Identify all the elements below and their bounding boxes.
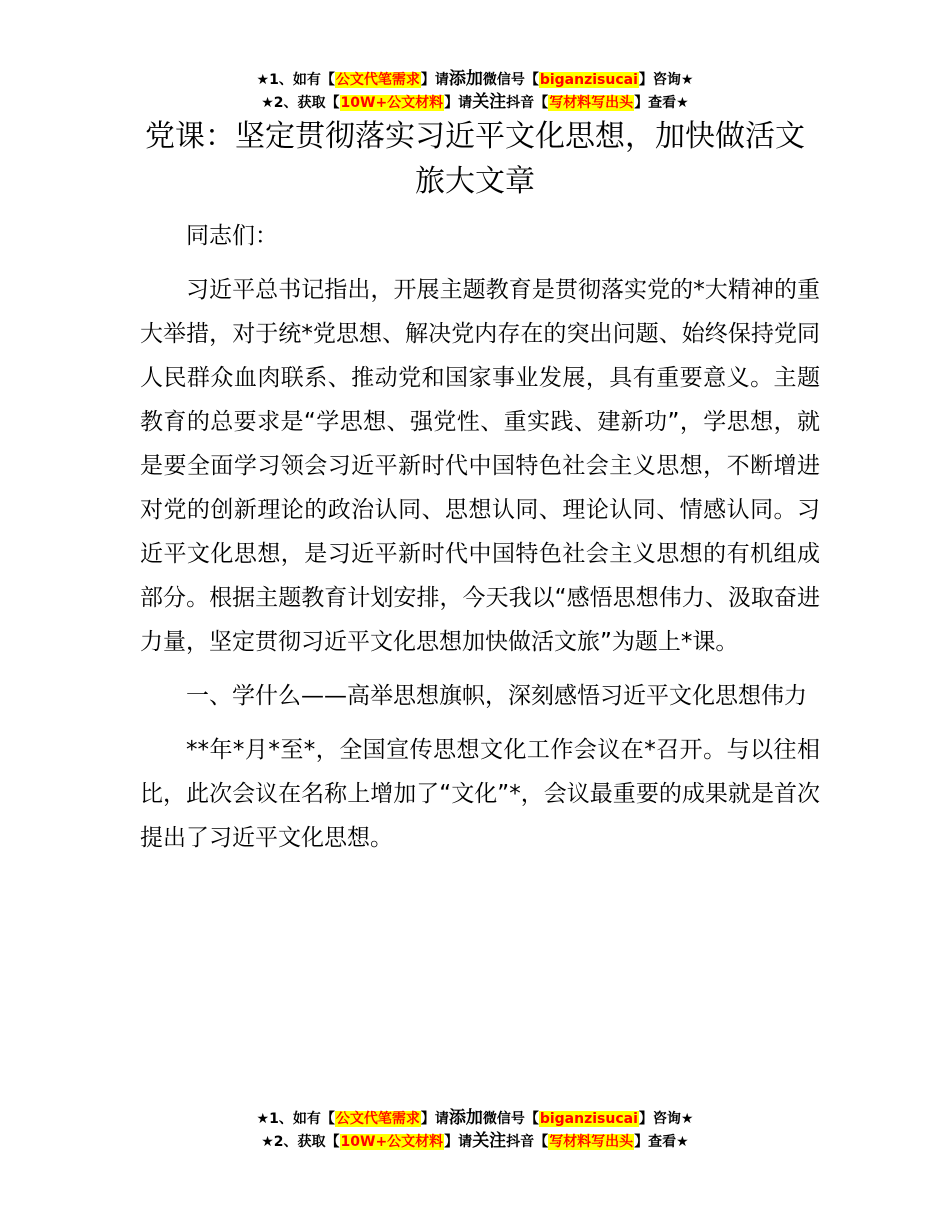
document-title: 党课：坚定贯彻落实习近平文化思想，加快做活文旅大文章 <box>145 119 805 199</box>
banner-text: 】咨询★ <box>638 72 694 88</box>
banner-text: 微信号【 <box>482 1111 539 1127</box>
header-banner-line-2 <box>0 91 950 114</box>
banner-text: 】查看★ <box>634 95 689 111</box>
footer-banner <box>0 1107 950 1153</box>
banner-text: ★2、获取【 <box>261 95 340 111</box>
banner-text: 抖音【 <box>506 1134 549 1150</box>
salutation-paragraph: 同志们： <box>186 223 278 249</box>
banner-text: 】请 <box>420 1111 449 1127</box>
banner-text: 微信号【 <box>482 72 539 88</box>
banner-emphasis-follow: 关注 <box>472 1131 507 1151</box>
body-paragraph: **年*月*至*，全国宣传思想文化工作会议在*召开。与以往相比，此次会议在名称上增加了“文化”*，会议最重要的成果就是首次提出了习近平文化思想。 <box>140 737 820 851</box>
banner-text: 】咨询★ <box>638 1111 694 1127</box>
banner-highlight-wechat-id: biganzisucai <box>539 1111 638 1127</box>
banner-highlight-douyin-account: 写材料写出头 <box>549 95 634 111</box>
banner-text: 】请 <box>444 95 473 111</box>
banner-highlight-materials: 10W+公文材料 <box>340 1134 444 1150</box>
banner-text: 】请 <box>444 1134 473 1150</box>
section-heading-1: 一、学什么——高举思想旗帜，深刻感悟习近平文化思想伟力 <box>186 683 807 709</box>
banner-text: 抖音【 <box>506 95 549 111</box>
banner-text: ★1、如有【 <box>256 1111 335 1127</box>
banner-text: 】请 <box>420 72 449 88</box>
banner-emphasis-add: 添加 <box>448 1108 483 1128</box>
banner-highlight-materials: 10W+公文材料 <box>340 95 444 111</box>
banner-highlight-ghostwriting: 公文代笔需求 <box>335 1111 420 1127</box>
banner-highlight-wechat-id: biganzisucai <box>539 72 638 88</box>
banner-text: ★1、如有【 <box>256 72 335 88</box>
document-body <box>140 214 820 860</box>
banner-highlight-douyin-account: 写材料写出头 <box>549 1134 634 1150</box>
banner-emphasis-follow: 关注 <box>472 92 507 112</box>
banner-text: ★2、获取【 <box>261 1134 340 1150</box>
banner-emphasis-add: 添加 <box>448 69 483 89</box>
header-banner-line-1 <box>0 68 950 91</box>
header-banner <box>0 68 950 114</box>
banner-text: 】查看★ <box>634 1134 689 1150</box>
intro-paragraph: 习近平总书记指出，开展主题教育是贯彻落实党的*大精神的重大举措，对于统*党思想、解决党内存在的突出问题、始终保持党同人民群众血肉联系、推动党和国家事业发展，具有重要意义。主题教育的总要求是“学思想、强党性、重实践、建新功”，学思想，就是要全面学习领会习近平新时代中国特色社会主义思想，不断增进对党的创新理论的政治认同、思想认同、理论认同、情感认同。习近平文化思想，是习近平新时代中国特色社会主义思想的有机组成部分。根据主题教育计划安排，今天我以“感悟思想伟力、汲取奋进力量，坚定贯彻习近平文化思想加快做活文旅”为题上*课。 <box>140 277 820 655</box>
banner-highlight-ghostwriting: 公文代笔需求 <box>335 72 420 88</box>
footer-banner-line-1 <box>0 1107 950 1130</box>
footer-banner-line-2 <box>0 1130 950 1153</box>
